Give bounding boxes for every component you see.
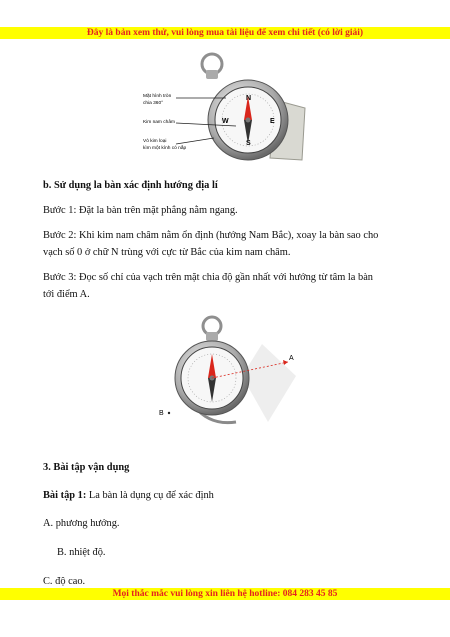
exercise-1-text: La bàn là dụng cụ để xác định — [86, 490, 214, 501]
dial-letter-e: E — [270, 118, 275, 125]
callout-case-label: Vỏ kim loại — [143, 139, 167, 144]
point-b-dot — [168, 412, 170, 414]
dial-letter-s: S — [246, 140, 251, 147]
section-b-heading: b. Sử dụng la bàn xác định hướng địa lí — [43, 180, 218, 191]
dial-letter-w: W — [222, 118, 229, 125]
point-a-label: A — [289, 355, 294, 362]
exercise-1 — [43, 488, 413, 503]
dial-letter-n: N — [246, 95, 252, 102]
exercise-1-label: Bài tập 1: — [43, 490, 87, 501]
compass-figure-2 — [150, 314, 300, 434]
option-b: B. nhiệt độ. — [57, 547, 106, 558]
hotline-banner — [0, 588, 450, 600]
preview-banner — [0, 27, 450, 39]
step-3-line-2: tới điểm A. — [43, 289, 90, 300]
preview-banner-text: Đây là bản xem thử, vui lòng mua tài liệu để xem chi tiết (có lời giải) — [86, 28, 364, 38]
point-b-label: B — [159, 410, 164, 417]
step-3-line-1: Bước 3: Đọc số chỉ của vạch trên mặt chia độ gần nhất với hướng từ tâm la bàn — [43, 272, 373, 283]
callout-needle-label: Kim nam châm — [143, 120, 175, 125]
callout-dial-label: Mặt hình tròn — [143, 94, 172, 99]
step-2-line-1: Bước 2: Khi kim nam châm nằm ổn định (hướng Nam Bắc), xoay la bàn sao cho — [43, 230, 379, 241]
compass-figure-1 — [140, 48, 310, 168]
step-2-line-2: vạch số 0 ở chữ N trùng với cực từ Bắc của kim nam châm. — [43, 247, 291, 258]
hotline-banner-text: Mọi thắc mắc vui lòng xin liên hệ hotline: 084 283 45 85 — [112, 589, 338, 599]
section-3-heading: 3. Bài tập vận dụng — [43, 462, 130, 473]
callout-dial-sub: chia 360° — [143, 101, 164, 106]
option-a: A. phương hướng. — [43, 518, 120, 529]
callout-case-sub: kìm một kính có nắp — [143, 146, 187, 151]
option-c: C. độ cao. — [43, 576, 86, 587]
step-1: Bước 1: Đặt la bàn trên mặt phẳng nằm ngang. — [43, 205, 238, 216]
